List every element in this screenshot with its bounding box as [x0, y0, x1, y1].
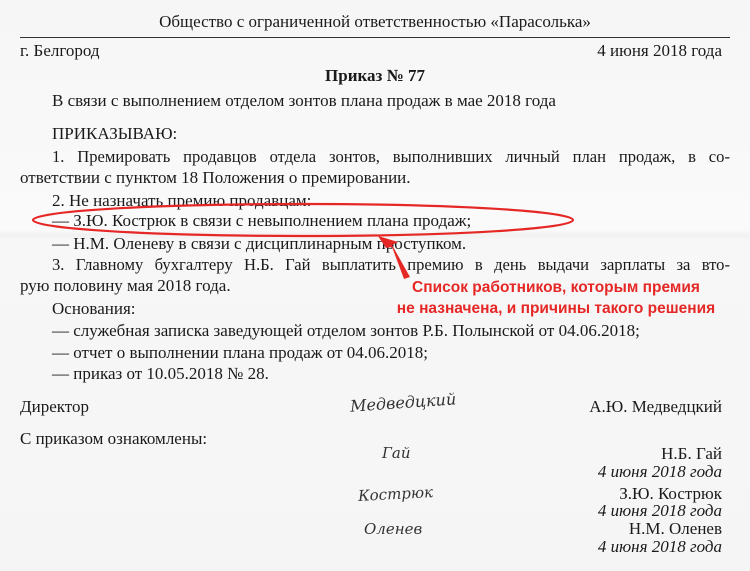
annotation-callout [376, 277, 736, 319]
director-name: А.Ю. Медведцкий [589, 397, 722, 416]
paragraph-3-line-1: 3. Главному бухгалтеру Н.Б. Гай выплатить премию в день выдачи зарплаты за вто- [52, 255, 730, 274]
grounds-label: Основания: [52, 299, 136, 318]
paragraph-1-line-2: ответствии с пунктом 18 Положения о премировании. [20, 168, 411, 187]
paragraph-2-item-olenev: — Н.М. Оленеву в связи с дисциплинарным проступком. [52, 234, 467, 253]
paragraph-3-line-2: рую половину мая 2018 года. [20, 276, 231, 295]
order-subject: В связи с выполнением отделом зонтов плана продаж в мае 2018 года [52, 91, 556, 110]
city: г. Белгород [20, 41, 100, 60]
grounds-item: — отчет о выполнении плана продаж от 04.06.2018; [52, 343, 428, 362]
signature-gai: Гай [382, 444, 411, 462]
annotation-line-2: не назначена, и причины такого решения [396, 300, 716, 317]
company-name: Общество с ограниченной ответственностью «Парасолька» [159, 12, 591, 31]
grounds-item: — служебная записка заведующей отделом зонтов Р.Б. Полынской от 04.06.2018; [52, 321, 640, 340]
director-title: Директор [20, 397, 89, 416]
order-title: Приказ № 77 [325, 66, 425, 85]
ack-date-kostryuk: 4 июня 2018 года [597, 501, 722, 520]
ack-date-gai: 4 июня 2018 года [597, 462, 722, 481]
ack-name-kostryuk: З.Ю. Кострюк [619, 484, 722, 503]
order-date: 4 июня 2018 года [597, 41, 722, 60]
highlight-ellipse [33, 204, 573, 236]
annotation-line-1: Список работников, которым премия [412, 279, 700, 296]
acknowledged-label: С приказом ознакомлены: [20, 429, 208, 448]
paragraph-2-item-kostryuk: — З.Ю. Кострюк в связи с невыполнением плана продаж; [52, 211, 472, 230]
director-signature: Медведцкий [349, 389, 457, 416]
paragraph-2: 2. Не назначать премию продавцам: [52, 191, 312, 210]
ack-name-gai: Н.Б. Гай [661, 444, 722, 463]
order-command: ПРИКАЗЫВАЮ: [52, 124, 178, 143]
paragraph-1-line-1: 1. Премировать продавцов отдела зонтов, выполнивших личный план продаж, в со- [52, 147, 730, 166]
ack-name-olenev: Н.М. Оленев [628, 519, 722, 538]
grounds-item: — приказ от 10.05.2018 № 28. [52, 364, 269, 383]
signature-kostryuk: Кострюк [357, 483, 434, 505]
annotation-arrow [378, 236, 410, 279]
signature-olenev: Оленев [364, 520, 423, 538]
ack-date-olenev: 4 июня 2018 года [597, 537, 722, 556]
